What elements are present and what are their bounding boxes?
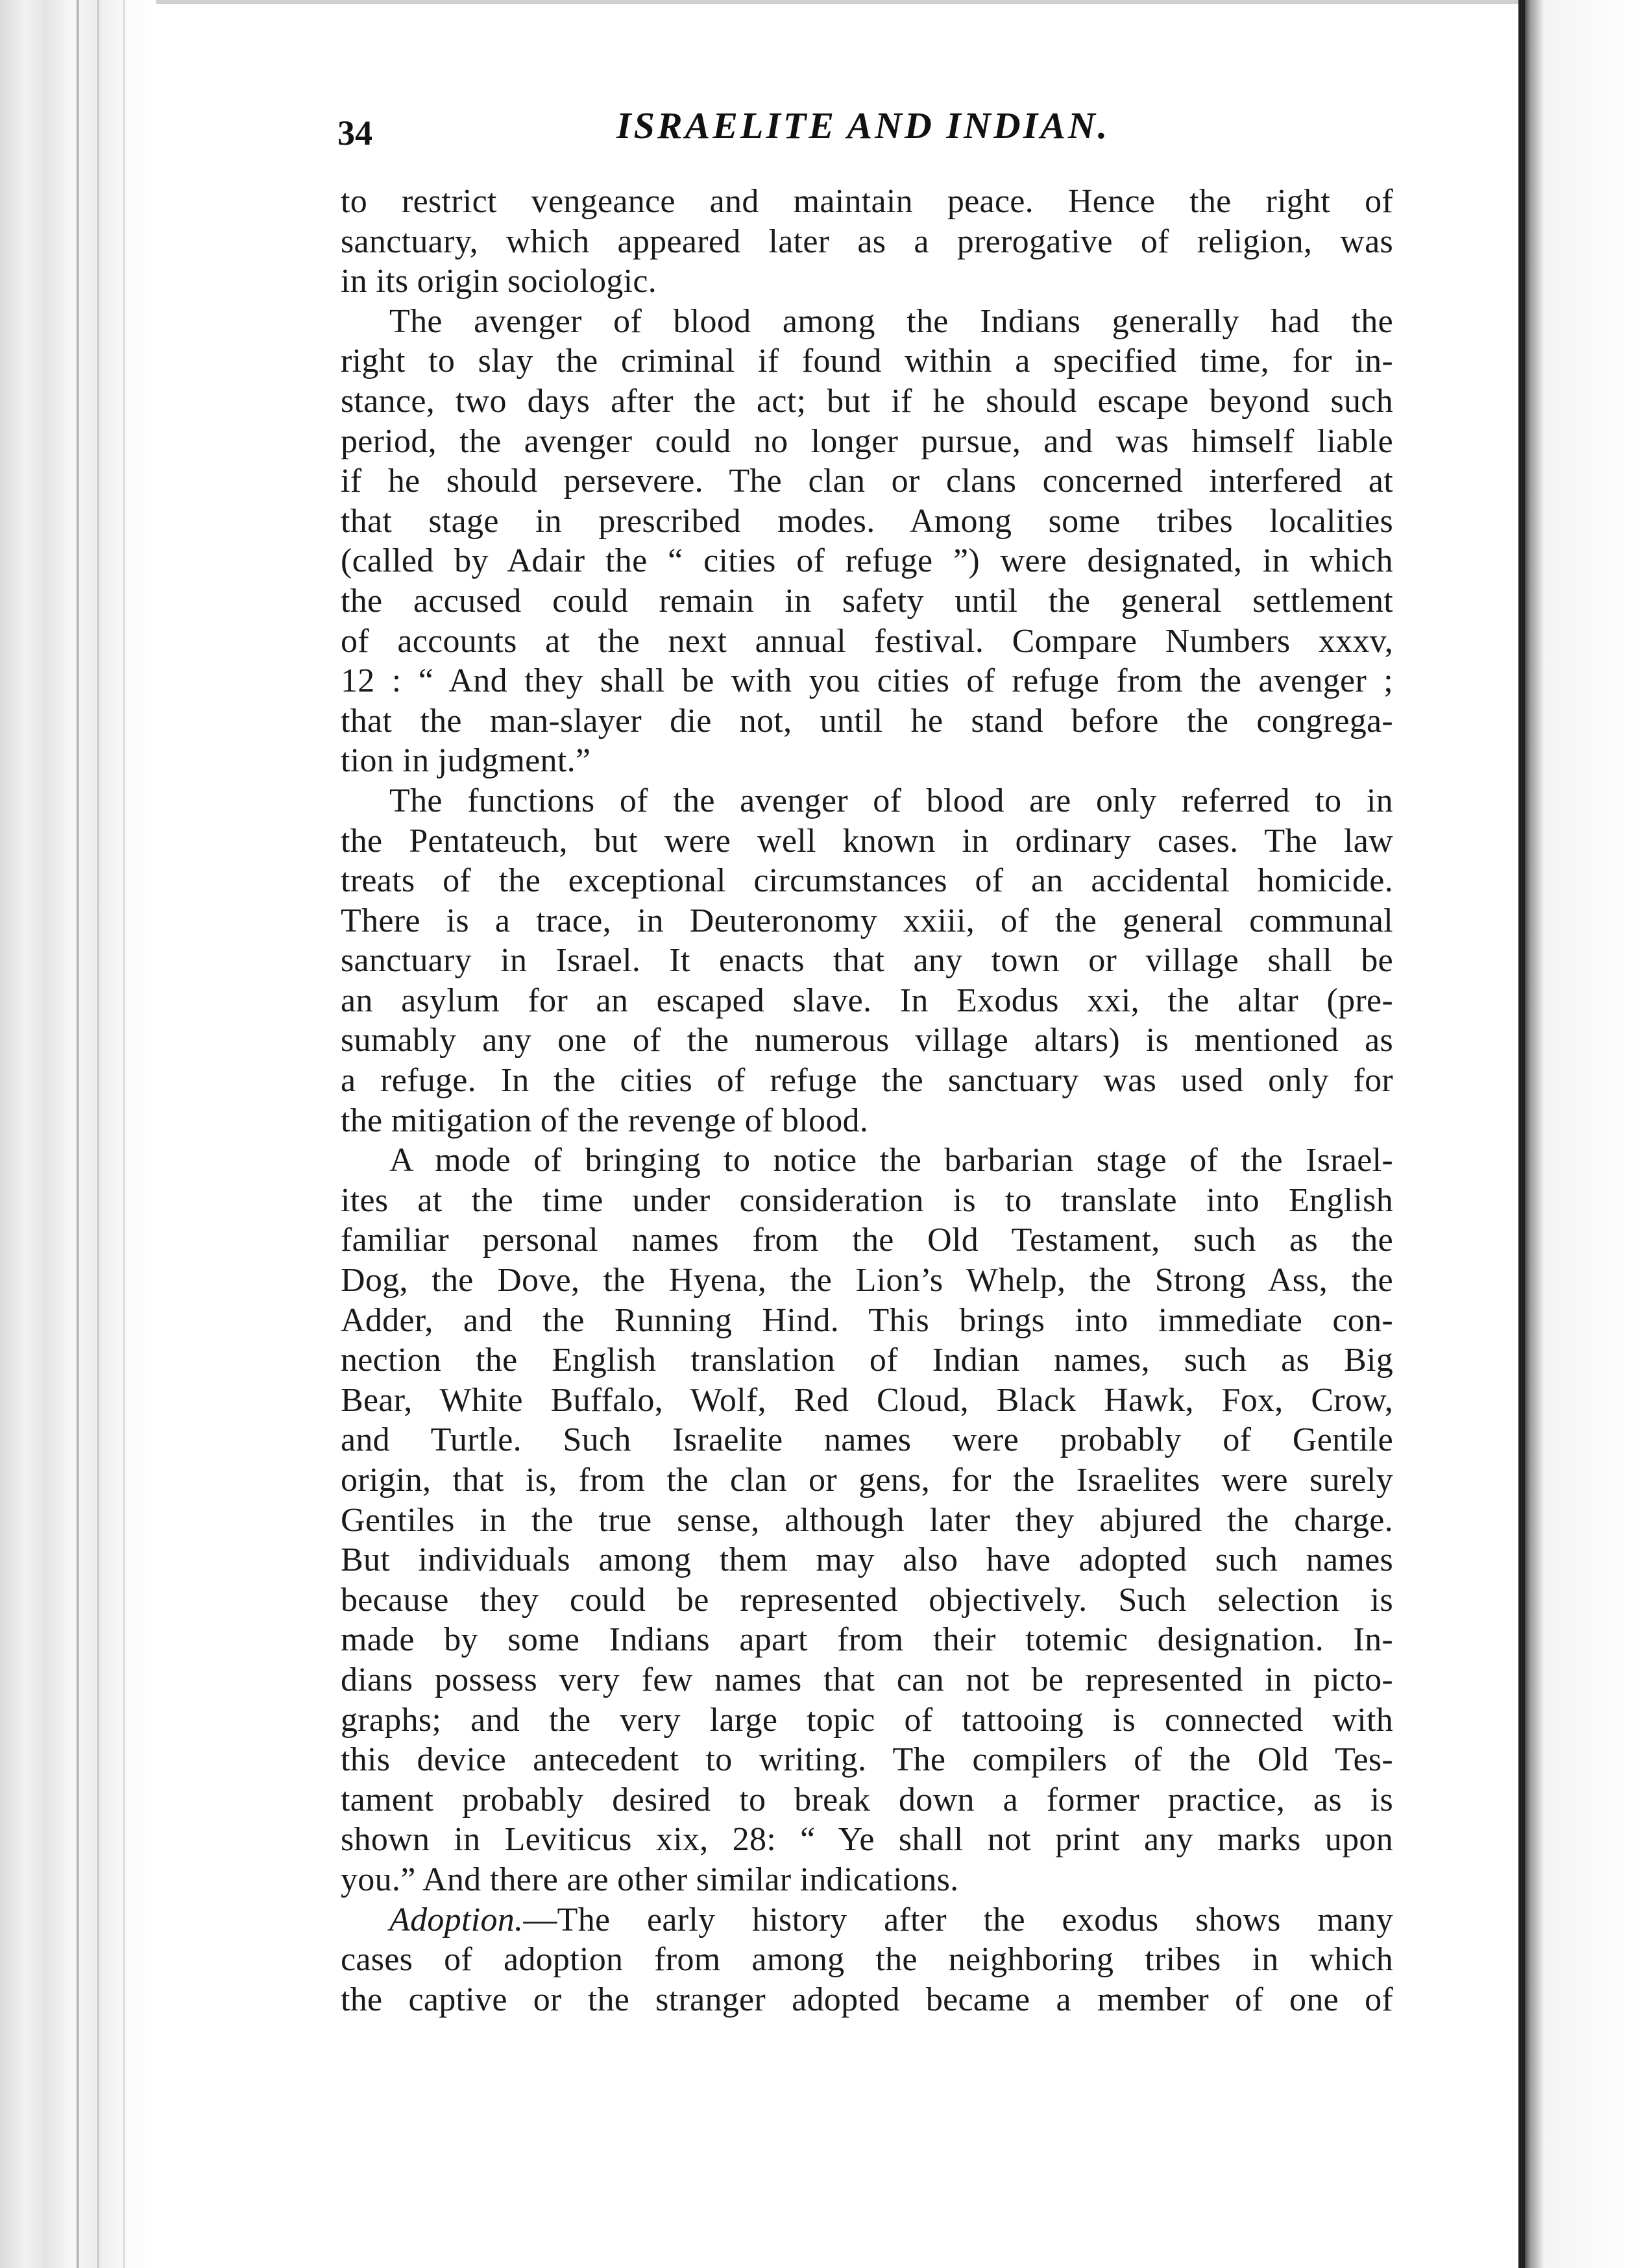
text-line: treats of the exceptional circumstances of an accidental homicide. xyxy=(341,862,1393,900)
gutter-line xyxy=(123,0,125,2268)
text-line: sumably any one of the numerous village altars) is mentioned as xyxy=(341,1022,1393,1059)
text-line: sanctuary, which appeared later as a prerogative of religion, was xyxy=(341,223,1393,260)
text-line: sanctuary in Israel. It enacts that any town or village shall be xyxy=(341,942,1393,980)
text-line: But individuals among them may also have adopted such names xyxy=(341,1541,1393,1579)
text-line: A mode of bringing to notice the barbarian stage of the Israel- xyxy=(389,1142,1393,1179)
adoption-heading: Adoption. xyxy=(389,1901,524,1938)
text-line: the Pentateuch, but were well known in ordinary cases. The law xyxy=(341,822,1393,860)
text-line-adoption xyxy=(341,1900,1393,1940)
body-text xyxy=(341,182,1393,2020)
text-line: graphs; and the very large topic of tattooing is connected with xyxy=(341,1701,1393,1739)
next-page-edge xyxy=(1525,0,1643,2268)
text-line: cases of adoption from among the neighboring tribes in which xyxy=(341,1941,1393,1979)
text-line: origin, that is, from the clan or gens, for the Israelites were surely xyxy=(341,1462,1393,1499)
text-line: Gentiles in the true sense, although later they abjured the charge. xyxy=(341,1501,1393,1539)
text-line: the mitigation of the revenge of blood. xyxy=(341,1102,869,1139)
gutter-line xyxy=(77,0,79,2268)
text-line: stance, two days after the act; but if he should escape beyond such xyxy=(341,382,1393,420)
text-line: and Turtle. Such Israelite names were probably of Gentile xyxy=(341,1421,1393,1459)
text-line: The avenger of blood among the Indians generally had the xyxy=(389,302,1393,340)
adoption-text: The early history after the exodus shows many xyxy=(557,1901,1393,1938)
text-line: an asylum for an escaped slave. In Exodus xxi, the altar (pre- xyxy=(341,982,1393,1019)
text-line: made by some Indians apart from their totemic designation. In- xyxy=(341,1621,1393,1659)
text-line: a refuge. In the cities of refuge the sanctuary was used only for xyxy=(341,1062,1393,1100)
top-page-edge xyxy=(156,0,1518,4)
text-line: familiar personal names from the Old Testament, such as the xyxy=(341,1222,1393,1259)
text-line: nection the English translation of Indian names, such as Big xyxy=(341,1342,1393,1379)
right-page-edge xyxy=(1518,0,1525,2268)
text-line: ites at the time under consideration is to translate into English xyxy=(341,1181,1393,1219)
text-line: Adder, and the Running Hind. This brings into immediate con- xyxy=(341,1301,1393,1339)
text-line: of accounts at the next annual festival. Compare Numbers xxxv, xyxy=(341,622,1393,660)
text-line: that stage in prescribed modes. Among some tribes localities xyxy=(341,502,1393,540)
adoption-dash: — xyxy=(523,1901,557,1938)
page-number: 34 xyxy=(337,114,372,152)
text-line: tion in judgment.” xyxy=(341,742,591,780)
text-line: the captive or the stranger adopted became a member of one of xyxy=(341,1981,1393,2018)
text-line: Dog, the Dove, the Hyena, the Lion’s Whelp, the Strong Ass, the xyxy=(341,1262,1393,1299)
text-line: right to slay the criminal if found within a specified time, for in- xyxy=(341,343,1393,380)
text-line: tament probably desired to break down a former practice, as is xyxy=(341,1781,1393,1818)
text-line: the accused could remain in safety until the general settlement xyxy=(341,582,1393,620)
text-line: Bear, White Buffalo, Wolf, Red Cloud, Black Hawk, Fox, Crow, xyxy=(341,1381,1393,1419)
text-line: you.” And there are other similar indications. xyxy=(341,1861,959,1898)
text-line: this device antecedent to writing. The compilers of the Old Tes- xyxy=(341,1741,1393,1779)
text-line: to restrict vengeance and maintain peace. Hence the right of xyxy=(341,183,1393,220)
gutter-line xyxy=(97,0,99,2268)
text-line: shown in Leviticus xix, 28: “ Ye shall not print any marks upon xyxy=(341,1821,1393,1859)
text-line: The functions of the avenger of blood are only referred to in xyxy=(389,782,1393,819)
running-title: ISRAELITE AND INDIAN. xyxy=(616,104,1110,147)
text-line: There is a trace, in Deuteronomy xxiii, of the general communal xyxy=(341,902,1393,939)
text-line: in its origin sociologic. xyxy=(341,263,657,300)
text-line: 12 : “ And they shall be with you cities of refuge from the avenger ; xyxy=(341,662,1393,700)
text-line: (called by Adair the “ cities of refuge ”) were designated, in which xyxy=(341,542,1393,580)
text-line: if he should persevere. The clan or clans concerned interfered at xyxy=(341,463,1393,500)
text-line: because they could be represented objectively. Such selection is xyxy=(341,1581,1393,1619)
text-line: dians possess very few names that can not be represented in picto- xyxy=(341,1661,1393,1698)
running-head xyxy=(337,104,1395,156)
text-line: period, the avenger could no longer pursue, and was himself liable xyxy=(341,422,1393,460)
text-line: that the man-slayer die not, until he stand before the congrega- xyxy=(341,702,1393,740)
